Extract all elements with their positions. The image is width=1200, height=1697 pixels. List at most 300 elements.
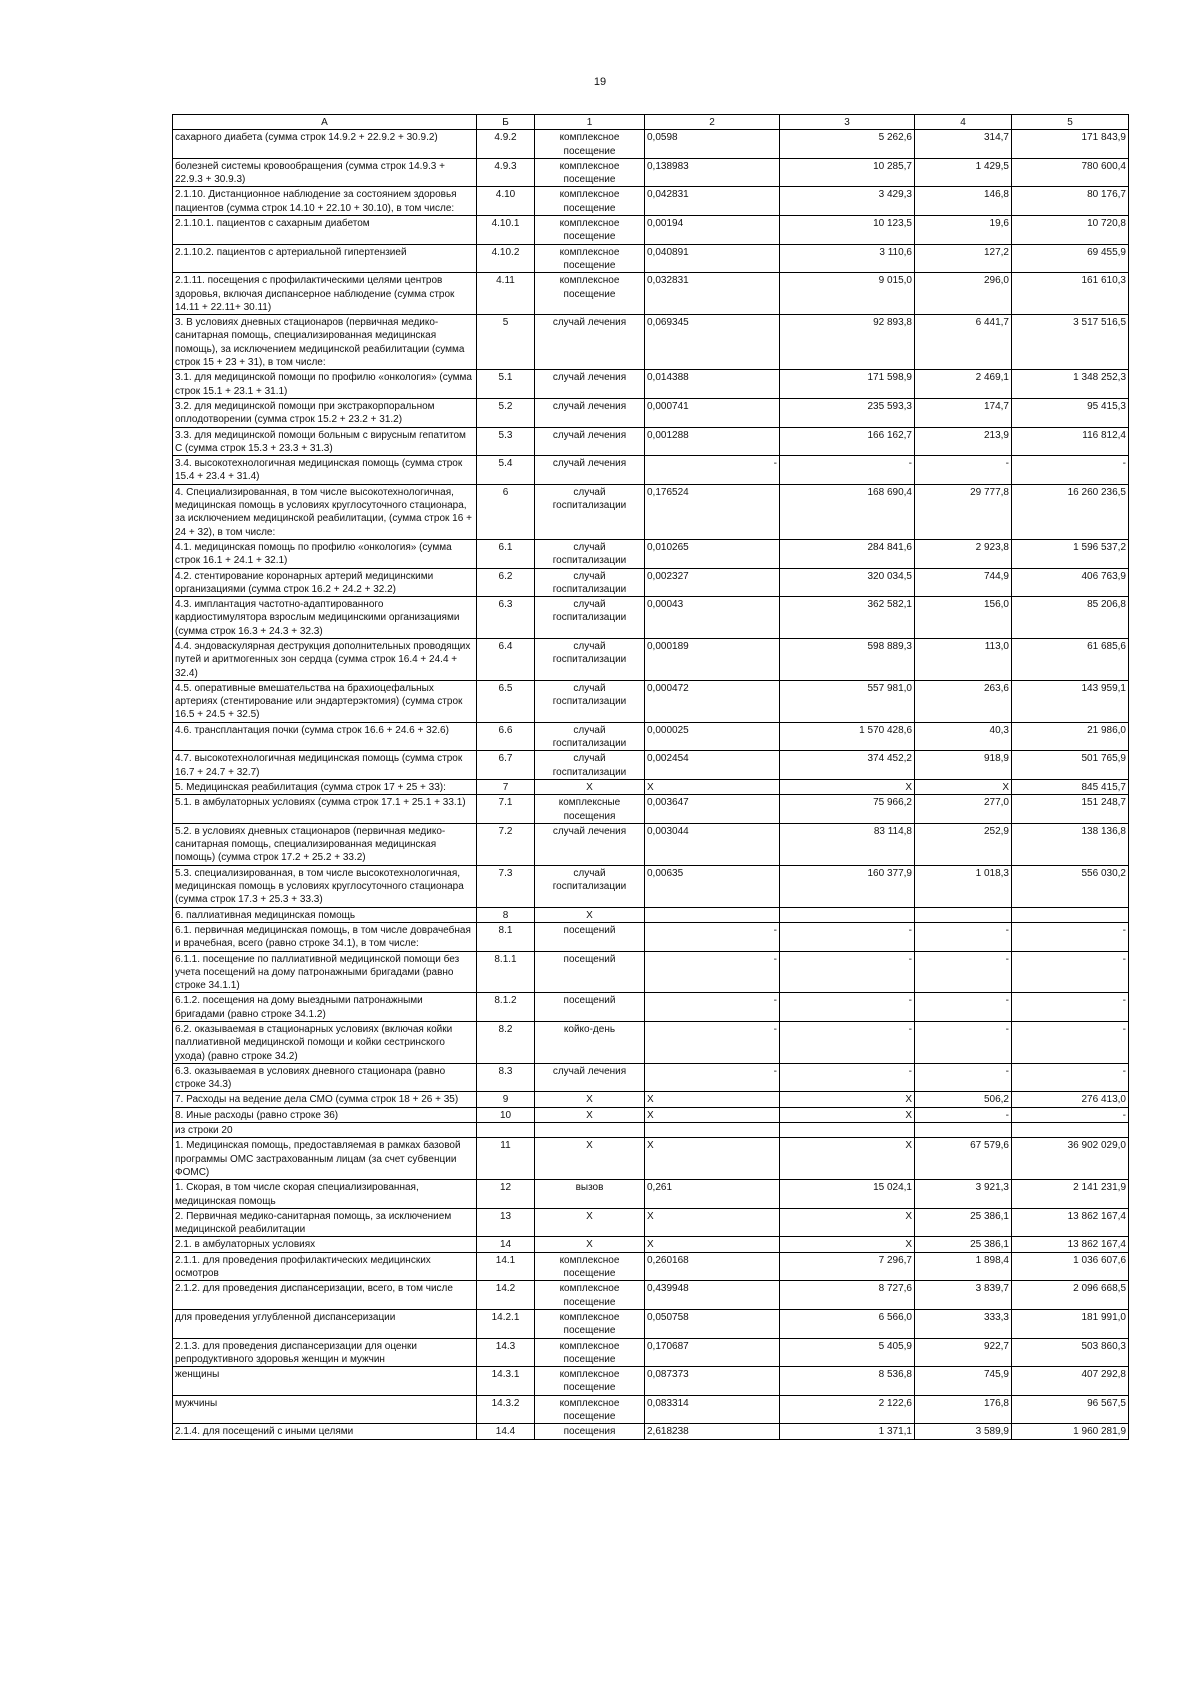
row-label: 4.3. имплантация частотно-адаптированного кардиостимулятора взрослым медицинскими организациями (сумма строк 16.3 + 24.3 + 32.3) [173, 597, 477, 639]
unit-cell: комплексные посещения [535, 795, 645, 824]
total-cell: 1 960 281,9 [1012, 1424, 1129, 1439]
row-code: 14.2 [477, 1281, 535, 1310]
table-row [173, 951, 1129, 993]
cost-per-unit-cell: - [780, 922, 915, 951]
cost-per-unit-cell: 75 966,2 [780, 795, 915, 824]
row-label: 2.1. в амбулаторных условиях [173, 1237, 477, 1252]
table-row [173, 216, 1129, 245]
row-code: 14.4 [477, 1424, 535, 1439]
total-cell: 276 413,0 [1012, 1092, 1129, 1107]
table-row [173, 1252, 1129, 1281]
total-cell: 95 415,3 [1012, 398, 1129, 427]
table-row [173, 1237, 1129, 1252]
per-capita-cell: - [915, 993, 1012, 1022]
row-code: 14.3 [477, 1338, 535, 1367]
row-code: 14.1 [477, 1252, 535, 1281]
cost-per-unit-cell: - [780, 1022, 915, 1064]
total-cell: - [1012, 951, 1129, 993]
table-row [173, 130, 1129, 159]
table-row [173, 158, 1129, 187]
norm-value-cell: 0,087373 [645, 1367, 780, 1396]
per-capita-cell: 3 589,9 [915, 1424, 1012, 1439]
per-capita-cell: 314,7 [915, 130, 1012, 159]
unit-cell: посещения [535, 1424, 645, 1439]
table-row [173, 680, 1129, 722]
unit-cell: посещений [535, 951, 645, 993]
cost-per-unit-cell: 362 582,1 [780, 597, 915, 639]
per-capita-cell: 67 579,6 [915, 1138, 1012, 1180]
unit-cell: случай лечения [535, 456, 645, 485]
table-row [173, 1092, 1129, 1107]
table-row [173, 1367, 1129, 1396]
row-label: для проведения углубленной диспансеризации [173, 1309, 477, 1338]
cost-per-unit-cell: - [780, 1063, 915, 1092]
unit-cell: посещений [535, 993, 645, 1022]
cost-per-unit-cell: 7 296,7 [780, 1252, 915, 1281]
row-label: 4.1. медицинская помощь по профилю «онкология» (сумма строк 16.1 + 24.1 + 32.1) [173, 539, 477, 568]
table-row [173, 751, 1129, 780]
unit-cell: койко-день [535, 1022, 645, 1064]
row-label: 5.2. в условиях дневных стационаров (первичная медико-санитарная помощь, специализированная медицинская помощь) (сумма строк 17.2 + 25.2 + 33.2) [173, 823, 477, 865]
row-label: 6. паллиативная медицинская помощь [173, 907, 477, 922]
cost-per-unit-cell: 92 893,8 [780, 315, 915, 370]
per-capita-cell: 922,7 [915, 1338, 1012, 1367]
per-capita-cell: Х [915, 779, 1012, 794]
row-code: 8.1.2 [477, 993, 535, 1022]
norm-value-cell: 0,042831 [645, 187, 780, 216]
column-header: Б [477, 115, 535, 130]
per-capita-cell: - [915, 1063, 1012, 1092]
norm-value-cell: 0,003647 [645, 795, 780, 824]
cost-per-unit-cell: 5 405,9 [780, 1338, 915, 1367]
total-cell: 1 348 252,3 [1012, 370, 1129, 399]
norm-value-cell: 0,261 [645, 1180, 780, 1209]
per-capita-cell: 2 469,1 [915, 370, 1012, 399]
row-code: 7 [477, 779, 535, 794]
table-row [173, 1424, 1129, 1439]
norm-value-cell: 0,000741 [645, 398, 780, 427]
unit-cell: комплексное посещение [535, 216, 645, 245]
row-label: 2.1.2. для проведения диспансеризации, всего, в том числе [173, 1281, 477, 1310]
per-capita-cell: 277,0 [915, 795, 1012, 824]
per-capita-cell: 127,2 [915, 244, 1012, 273]
row-label: 4. Специализированная, в том числе высокотехнологичная, медицинская помощь в условиях круглосуточного стационара, за исключением медицинской реабилитации, (сумма строк 16 + 24 + 32), в том числе: [173, 484, 477, 539]
norm-value-cell: 0,000189 [645, 638, 780, 680]
per-capita-cell: 252,9 [915, 823, 1012, 865]
cost-per-unit-cell: Х [780, 1237, 915, 1252]
table-row [173, 1063, 1129, 1092]
row-code: 8.3 [477, 1063, 535, 1092]
unit-cell: Х [535, 1208, 645, 1237]
row-code: 14.3.1 [477, 1367, 535, 1396]
norm-value-cell: 0,176524 [645, 484, 780, 539]
norm-value-cell: Х [645, 1092, 780, 1107]
table-row [173, 922, 1129, 951]
norm-value-cell: 0,002454 [645, 751, 780, 780]
per-capita-cell: - [915, 951, 1012, 993]
row-code: 6.5 [477, 680, 535, 722]
page-number: 19 [593, 76, 607, 88]
cost-per-unit-cell: 598 889,3 [780, 638, 915, 680]
total-cell: 181 991,0 [1012, 1309, 1129, 1338]
table-row [173, 1123, 1129, 1138]
per-capita-cell: 113,0 [915, 638, 1012, 680]
row-label: 2.1.4. для посещений с иными целями [173, 1424, 477, 1439]
row-label: 2.1.10.2. пациентов с артериальной гипертензией [173, 244, 477, 273]
row-label: 3.1. для медицинской помощи по профилю «онкология» (сумма строк 15.1 + 23.1 + 31.1) [173, 370, 477, 399]
norm-value-cell: 0,00194 [645, 216, 780, 245]
norm-value-cell: 0,003044 [645, 823, 780, 865]
cost-per-unit-cell: 1 371,1 [780, 1424, 915, 1439]
unit-cell: Х [535, 779, 645, 794]
cost-per-unit-cell: - [780, 456, 915, 485]
per-capita-cell: 40,3 [915, 722, 1012, 751]
total-cell: 161 610,3 [1012, 273, 1129, 315]
per-capita-cell: 156,0 [915, 597, 1012, 639]
norm-value-cell: 0,014388 [645, 370, 780, 399]
row-code: 9 [477, 1092, 535, 1107]
column-header: 3 [780, 115, 915, 130]
row-label: 2.1.10. Дистанционное наблюдение за состоянием здоровья пациентов (сумма строк 14.10 + 22.10 + 30.10), в том числе: [173, 187, 477, 216]
unit-cell: комплексное посещение [535, 1338, 645, 1367]
per-capita-cell: 213,9 [915, 427, 1012, 456]
norm-value-cell: 0,001288 [645, 427, 780, 456]
unit-cell: случай лечения [535, 427, 645, 456]
unit-cell: Х [535, 1138, 645, 1180]
unit-cell: комплексное посещение [535, 1395, 645, 1424]
per-capita-cell: 296,0 [915, 273, 1012, 315]
row-label: 5.1. в амбулаторных условиях (сумма строк 17.1 + 25.1 + 33.1) [173, 795, 477, 824]
total-cell: - [1012, 922, 1129, 951]
total-cell: - [1012, 456, 1129, 485]
cost-per-unit-cell: Х [780, 779, 915, 794]
row-label: 2.1.3. для проведения диспансеризации для оценки репродуктивного здоровья женщин и мужчин [173, 1338, 477, 1367]
per-capita-cell: 263,6 [915, 680, 1012, 722]
header-row [173, 115, 1129, 130]
total-cell: 780 600,4 [1012, 158, 1129, 187]
row-label: 2. Первичная медико-санитарная помощь, за исключением медицинской реабилитации [173, 1208, 477, 1237]
norm-value-cell: 0,170687 [645, 1338, 780, 1367]
unit-cell: посещений [535, 922, 645, 951]
norm-value-cell: 0,138983 [645, 158, 780, 187]
total-cell: 1 036 607,6 [1012, 1252, 1129, 1281]
unit-cell: случай госпитализации [535, 638, 645, 680]
row-code: 8 [477, 907, 535, 922]
table-row [173, 907, 1129, 922]
row-code: 5.4 [477, 456, 535, 485]
row-label: 4.5. оперативные вмешательства на брахиоцефальных артериях (стентирование или эндартерэктомия) (сумма строк 16.5 + 24.5 + 32.5) [173, 680, 477, 722]
row-code: 4.9.3 [477, 158, 535, 187]
total-cell: 138 136,8 [1012, 823, 1129, 865]
per-capita-cell: 1 429,5 [915, 158, 1012, 187]
table-row [173, 722, 1129, 751]
table-row [173, 1022, 1129, 1064]
cost-per-unit-cell: 166 162,7 [780, 427, 915, 456]
cost-per-unit-cell [780, 907, 915, 922]
per-capita-cell: 6 441,7 [915, 315, 1012, 370]
unit-cell: случай лечения [535, 370, 645, 399]
column-header: 2 [645, 115, 780, 130]
row-label: 2.1.1. для проведения профилактических медицинских осмотров [173, 1252, 477, 1281]
row-code: 7.1 [477, 795, 535, 824]
norm-value-cell [645, 907, 780, 922]
table-row [173, 484, 1129, 539]
row-code: 6.3 [477, 597, 535, 639]
cost-per-unit-cell: 10 123,5 [780, 216, 915, 245]
row-code: 4.10.2 [477, 244, 535, 273]
row-label: 3. В условиях дневных стационаров (первичная медико-санитарная помощь, специализированная медицинская помощь), за исключением медицинской реабилитации (сумма строк 15 + 23 + 31), в том числе: [173, 315, 477, 370]
cost-per-unit-cell: 1 570 428,6 [780, 722, 915, 751]
column-header: 5 [1012, 115, 1129, 130]
unit-cell: случай госпитализации [535, 865, 645, 907]
table-row [173, 1138, 1129, 1180]
row-label: 4.7. высокотехнологичная медицинская помощь (сумма строк 16.7 + 24.7 + 32.7) [173, 751, 477, 780]
total-cell: 96 567,5 [1012, 1395, 1129, 1424]
total-cell: - [1012, 1022, 1129, 1064]
total-cell: 80 176,7 [1012, 187, 1129, 216]
table-row [173, 370, 1129, 399]
unit-cell: комплексное посещение [535, 1367, 645, 1396]
table-row [173, 539, 1129, 568]
norm-value-cell: 0,010265 [645, 539, 780, 568]
total-cell: 406 763,9 [1012, 568, 1129, 597]
row-code [477, 1123, 535, 1138]
unit-cell: Х [535, 1092, 645, 1107]
per-capita-cell: 25 386,1 [915, 1237, 1012, 1252]
total-cell: - [1012, 1063, 1129, 1092]
row-code: 6.2 [477, 568, 535, 597]
row-label: 5. Медицинская реабилитация (сумма строк 17 + 25 + 33): [173, 779, 477, 794]
cost-per-unit-cell: 15 024,1 [780, 1180, 915, 1209]
row-code: 5.2 [477, 398, 535, 427]
norm-value-cell: Х [645, 1208, 780, 1237]
total-cell [1012, 907, 1129, 922]
total-cell: - [1012, 993, 1129, 1022]
unit-cell: случай лечения [535, 1063, 645, 1092]
column-header: А [173, 115, 477, 130]
table-row [173, 456, 1129, 485]
row-code: 4.9.2 [477, 130, 535, 159]
cost-per-unit-cell: 171 598,9 [780, 370, 915, 399]
total-cell: 143 959,1 [1012, 680, 1129, 722]
table-row [173, 1107, 1129, 1122]
total-cell: 16 260 236,5 [1012, 484, 1129, 539]
row-label: 6.2. оказываемая в стационарных условиях (включая койки паллиативной медицинской помощи и койки сестринского ухода) (равно строке 34.2) [173, 1022, 477, 1064]
cost-per-unit-cell [780, 1123, 915, 1138]
per-capita-cell: 744,9 [915, 568, 1012, 597]
total-cell: 36 902 029,0 [1012, 1138, 1129, 1180]
row-code: 11 [477, 1138, 535, 1180]
table-row [173, 597, 1129, 639]
norm-value-cell: - [645, 1063, 780, 1092]
total-cell: 556 030,2 [1012, 865, 1129, 907]
norm-value-cell: 0,050758 [645, 1309, 780, 1338]
row-label: 4.6. трансплантация почки (сумма строк 16.6 + 24.6 + 32.6) [173, 722, 477, 751]
total-cell: 116 812,4 [1012, 427, 1129, 456]
row-label: болезней системы кровообращения (сумма строк 14.9.3 + 22.9.3 + 30.9.3) [173, 158, 477, 187]
per-capita-cell: - [915, 1107, 1012, 1122]
row-label: 2.1.11. посещения с профилактическими целями центров здоровья, включая диспансерное наблюдение (сумма строк 14.11 + 22.11+ 30.11) [173, 273, 477, 315]
total-cell: 151 248,7 [1012, 795, 1129, 824]
unit-cell: комплексное посещение [535, 130, 645, 159]
cost-per-unit-cell: 235 593,3 [780, 398, 915, 427]
per-capita-cell: 506,2 [915, 1092, 1012, 1107]
total-cell: 10 720,8 [1012, 216, 1129, 245]
total-cell: 3 517 516,5 [1012, 315, 1129, 370]
table-row [173, 865, 1129, 907]
norm-value-cell: 2,618238 [645, 1424, 780, 1439]
norm-value-cell: 0,069345 [645, 315, 780, 370]
data-table [172, 114, 1129, 1440]
row-code: 6.4 [477, 638, 535, 680]
column-header: 4 [915, 115, 1012, 130]
norm-value-cell: 0,040891 [645, 244, 780, 273]
per-capita-cell: 1 898,4 [915, 1252, 1012, 1281]
unit-cell: вызов [535, 1180, 645, 1209]
row-label: из строки 20 [173, 1123, 477, 1138]
row-code: 5 [477, 315, 535, 370]
per-capita-cell: 174,7 [915, 398, 1012, 427]
row-code: 5.1 [477, 370, 535, 399]
table-row [173, 568, 1129, 597]
row-label: 7. Расходы на ведение дела СМО (сумма строк 18 + 26 + 35) [173, 1092, 477, 1107]
norm-value-cell: 0,00635 [645, 865, 780, 907]
per-capita-cell [915, 1123, 1012, 1138]
row-code: 10 [477, 1107, 535, 1122]
cost-per-unit-cell: Х [780, 1107, 915, 1122]
per-capita-cell [915, 907, 1012, 922]
row-label: 6.1.1. посещение по паллиативной медицинской помощи без учета посещений на дому патронажными бригадами (равно строке 34.1.1) [173, 951, 477, 993]
per-capita-cell: 3 839,7 [915, 1281, 1012, 1310]
norm-value-cell: - [645, 1022, 780, 1064]
norm-value-cell: 0,260168 [645, 1252, 780, 1281]
norm-value-cell: - [645, 993, 780, 1022]
row-label: 6.1.2. посещения на дому выездными патронажными бригадами (равно строке 34.1.2) [173, 993, 477, 1022]
cost-per-unit-cell: 5 262,6 [780, 130, 915, 159]
table-row [173, 823, 1129, 865]
unit-cell: случай лечения [535, 315, 645, 370]
norm-value-cell: Х [645, 1237, 780, 1252]
cost-per-unit-cell: 168 690,4 [780, 484, 915, 539]
row-code: 14 [477, 1237, 535, 1252]
cost-per-unit-cell: 3 110,6 [780, 244, 915, 273]
unit-cell: случай госпитализации [535, 751, 645, 780]
cost-per-unit-cell: 160 377,9 [780, 865, 915, 907]
row-code: 7.3 [477, 865, 535, 907]
per-capita-cell: 2 923,8 [915, 539, 1012, 568]
row-label: 1. Скорая, в том числе скорая специализированная, медицинская помощь [173, 1180, 477, 1209]
per-capita-cell: 25 386,1 [915, 1208, 1012, 1237]
per-capita-cell: - [915, 456, 1012, 485]
norm-value-cell: 0,000025 [645, 722, 780, 751]
row-code: 6.6 [477, 722, 535, 751]
total-cell: 21 986,0 [1012, 722, 1129, 751]
unit-cell: случай госпитализации [535, 568, 645, 597]
row-code: 14.2.1 [477, 1309, 535, 1338]
row-code: 13 [477, 1208, 535, 1237]
row-label: 4.2. стентирование коронарных артерий медицинскими организациями (сумма строк 16.2 + 24.2 + 32.2) [173, 568, 477, 597]
row-code: 4.11 [477, 273, 535, 315]
unit-cell: комплексное посещение [535, 158, 645, 187]
norm-value-cell: 0,032831 [645, 273, 780, 315]
cost-per-unit-cell: 3 429,3 [780, 187, 915, 216]
row-code: 5.3 [477, 427, 535, 456]
table-row [173, 273, 1129, 315]
table-row [173, 1338, 1129, 1367]
per-capita-cell: 19,6 [915, 216, 1012, 245]
total-cell: 503 860,3 [1012, 1338, 1129, 1367]
table-row [173, 779, 1129, 794]
row-label: 8. Иные расходы (равно строке 36) [173, 1107, 477, 1122]
norm-value-cell: 0,0598 [645, 130, 780, 159]
row-label: 1. Медицинская помощь, предоставляемая в рамках базовой программы ОМС застрахованным лицам (за счет субвенции ФОМС) [173, 1138, 477, 1180]
total-cell: 13 862 167,4 [1012, 1237, 1129, 1252]
table-row [173, 1208, 1129, 1237]
cost-per-unit-cell: 83 114,8 [780, 823, 915, 865]
row-label: сахарного диабета (сумма строк 14.9.2 + 22.9.2 + 30.9.2) [173, 130, 477, 159]
row-code: 4.10.1 [477, 216, 535, 245]
total-cell: - [1012, 1107, 1129, 1122]
total-cell: 69 455,9 [1012, 244, 1129, 273]
total-cell: 85 206,8 [1012, 597, 1129, 639]
row-label: женщины [173, 1367, 477, 1396]
table-row [173, 795, 1129, 824]
norm-value-cell: Х [645, 779, 780, 794]
norm-value-cell: 0,00043 [645, 597, 780, 639]
total-cell: 2 141 231,9 [1012, 1180, 1129, 1209]
unit-cell: комплексное посещение [535, 1309, 645, 1338]
norm-value-cell [645, 1123, 780, 1138]
cost-per-unit-cell: Х [780, 1208, 915, 1237]
total-cell: 2 096 668,5 [1012, 1281, 1129, 1310]
norm-value-cell: - [645, 456, 780, 485]
norm-value-cell: Х [645, 1138, 780, 1180]
cost-per-unit-cell: Х [780, 1092, 915, 1107]
unit-cell: комплексное посещение [535, 244, 645, 273]
table-row [173, 1395, 1129, 1424]
unit-cell: случай госпитализации [535, 597, 645, 639]
cost-per-unit-cell: 320 034,5 [780, 568, 915, 597]
column-header: 1 [535, 115, 645, 130]
unit-cell: случай лечения [535, 398, 645, 427]
per-capita-cell: 176,8 [915, 1395, 1012, 1424]
row-label: 3.2. для медицинской помощи при экстракорпоральном оплодотворении (сумма строк 15.2 + 23.2 + 31.2) [173, 398, 477, 427]
row-code: 14.3.2 [477, 1395, 535, 1424]
unit-cell: случай госпитализации [535, 539, 645, 568]
row-code: 8.2 [477, 1022, 535, 1064]
row-label: мужчины [173, 1395, 477, 1424]
row-label: 6.3. оказываемая в условиях дневного стационара (равно строке 34.3) [173, 1063, 477, 1092]
row-code: 8.1 [477, 922, 535, 951]
row-code: 7.2 [477, 823, 535, 865]
cost-per-unit-cell: 6 566,0 [780, 1309, 915, 1338]
row-code: 6 [477, 484, 535, 539]
per-capita-cell: 918,9 [915, 751, 1012, 780]
unit-cell: Х [535, 1107, 645, 1122]
total-cell: 61 685,6 [1012, 638, 1129, 680]
unit-cell [535, 1123, 645, 1138]
row-label: 2.1.10.1. пациентов с сахарным диабетом [173, 216, 477, 245]
norm-value-cell: 0,000472 [645, 680, 780, 722]
row-label: 6.1. первичная медицинская помощь, в том числе доврачебная и врачебная, всего (равно строке 34.1), в том числе: [173, 922, 477, 951]
row-code: 4.10 [477, 187, 535, 216]
table-row [173, 638, 1129, 680]
norm-value-cell: - [645, 951, 780, 993]
total-cell [1012, 1123, 1129, 1138]
row-code: 6.1 [477, 539, 535, 568]
per-capita-cell: 745,9 [915, 1367, 1012, 1396]
table-row [173, 315, 1129, 370]
